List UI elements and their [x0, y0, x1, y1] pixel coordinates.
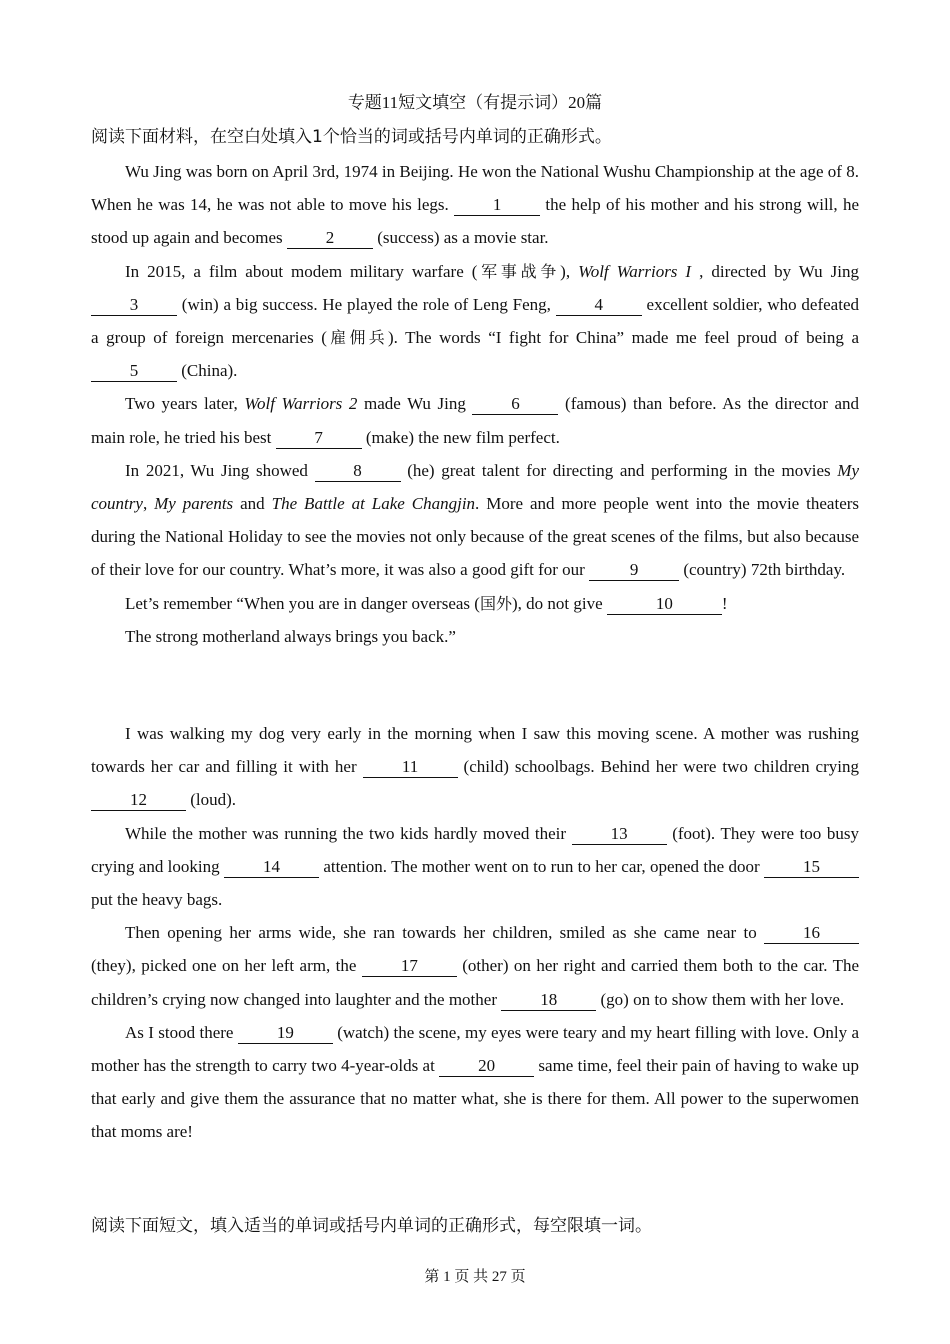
- paragraph: Let’s remember “When you are in danger overseas (国外), do not give 10 !: [125, 593, 728, 613]
- paragraph: As I stood there 19 (watch) the scene, my eyes were teary and my heart filling with love. Only a mother has the strength to carry two 4-year-olds at 20 same time, feel their pain of having to wake up that early and give them the assurance that no matter what, she is there for them. All power to the superwomen that moms are!: [91, 1022, 859, 1142]
- instruction-2: 阅读下面短文，填入适当的单词或括号内单词的正确形式，每空限填一词。: [91, 1216, 652, 1236]
- instruction-1: 阅读下面材料，在空白处填入1个恰当的词或括号内单词的正确形式。: [91, 127, 612, 147]
- paragraph: The strong motherland always brings you back.”: [125, 626, 456, 646]
- blank-17[interactable]: 17: [362, 956, 457, 977]
- blank-12[interactable]: 12: [91, 790, 186, 811]
- passage-1: [91, 155, 859, 653]
- blank-2[interactable]: 2: [287, 228, 373, 249]
- paragraph: In 2015, a film about modem military warfare (军事战争), Wolf Warriors I , directed by Wu Jing 3 (win) a big success. He played the role of Leng Feng, 4 excellent soldier, who defeated a group of foreign mercenaries (雇佣兵). The words “I fight for China” made me feel proud of being a 5 (China).: [91, 261, 859, 381]
- blank-1[interactable]: 1: [454, 195, 540, 216]
- passage-2: [91, 717, 859, 1149]
- blank-19[interactable]: 19: [238, 1023, 333, 1044]
- document-title: 专题11短文填空（有提示词）20篇: [347, 93, 603, 112]
- blank-20[interactable]: 20: [439, 1056, 534, 1077]
- paragraph: Wu Jing was born on April 3rd, 1974 in Beijing. He won the National Wushu Championship at the age of 8. When he was 14, he was not able to move his legs. 1 the help of his mother and his strong will, he stood up again and becomes 2 (success) as a movie star.: [91, 162, 859, 248]
- paragraph: Two years later, Wolf Warriors 2 made Wu Jing 6 (famous) than before. As the director and main role, he tried his best 7 (make) the new film perfect.: [91, 394, 859, 447]
- blank-16[interactable]: 16: [764, 923, 859, 944]
- blank-3[interactable]: 3: [91, 295, 177, 316]
- blank-13[interactable]: 13: [572, 824, 667, 845]
- paragraph: In 2021, Wu Jing showed 8 (he) great talent for directing and performing in the movies My country, My parents and The Battle at Lake Changjin. More and more people went into the movie theaters during the National Holiday to see the movies not only because of the great scenes of the films, but also because of their love for our country. What’s more, it was also a good gift for our 9 (country) 72th birthday.: [91, 460, 860, 580]
- page-footer: 第 1 页 共 27 页: [424, 1269, 526, 1285]
- blank-18[interactable]: 18: [501, 990, 596, 1011]
- blank-15[interactable]: 15: [764, 857, 859, 878]
- blank-7[interactable]: 7: [276, 428, 362, 449]
- blank-4[interactable]: 4: [556, 295, 642, 316]
- blank-5[interactable]: 5: [91, 361, 177, 382]
- blank-9[interactable]: 9: [589, 560, 679, 581]
- blank-6[interactable]: 6: [472, 394, 558, 415]
- blank-10[interactable]: 10: [607, 594, 722, 615]
- paragraph: Then opening her arms wide, she ran towards her children, smiled as she came near to 16 (they), picked one on her left arm, the 17 (other) on her right and carried them both to the car. The children’s crying now changed into laughter and the mother 18 (go) on to show them with her love.: [91, 923, 859, 1009]
- blank-11[interactable]: 11: [363, 757, 458, 778]
- blank-14[interactable]: 14: [224, 857, 319, 878]
- blank-8[interactable]: 8: [315, 461, 401, 482]
- paragraph: I was walking my dog very early in the morning when I saw this moving scene. A mother was rushing towards her car and filling it with her 11 (child) schoolbags. Behind her were two children crying 12 (loud).: [91, 724, 859, 810]
- paragraph: While the mother was running the two kids hardly moved their 13 (foot). They were too busy crying and looking 14 attention. The mother went on to run to her car, opened the door 15 put the heavy bags.: [91, 823, 859, 910]
